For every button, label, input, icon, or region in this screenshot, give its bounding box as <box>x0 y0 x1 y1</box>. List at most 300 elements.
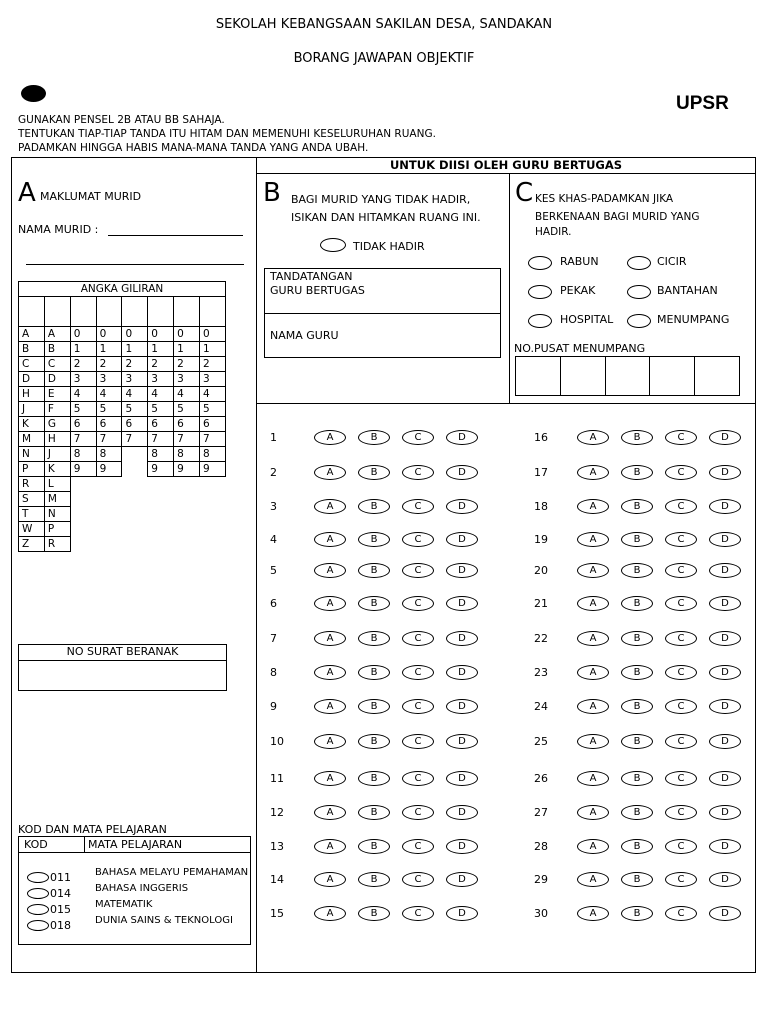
question-row <box>0 872 768 888</box>
answer-bubble-d[interactable]: D <box>446 805 478 820</box>
answer-bubble-b[interactable]: B <box>621 465 653 480</box>
answer-bubble-d[interactable]: D <box>446 563 478 578</box>
grid-cell[interactable]: F <box>44 402 70 417</box>
question-number: 11 <box>270 772 284 785</box>
digit-entry-box[interactable] <box>122 297 148 327</box>
grid-cell[interactable]: 6 <box>70 417 96 432</box>
answer-bubble-c[interactable]: C <box>665 906 697 921</box>
answer-bubble-b[interactable]: B <box>358 430 390 445</box>
question-number: 23 <box>534 666 548 679</box>
grid-cell[interactable]: C <box>19 357 45 372</box>
grid-cell[interactable]: 7 <box>70 432 96 447</box>
grid-cell[interactable]: 8 <box>70 447 96 462</box>
answer-bubble-c[interactable]: C <box>665 596 697 611</box>
bc-divider <box>509 174 510 404</box>
question-row <box>0 805 768 821</box>
exam-label: UPSR <box>676 93 729 114</box>
grid-cell[interactable]: 9 <box>200 462 226 477</box>
grid-cell[interactable]: 3 <box>148 372 174 387</box>
grid-cell[interactable]: 0 <box>122 327 148 342</box>
subject-name: MATEMATIK <box>95 899 153 910</box>
timing-mark <box>21 85 46 102</box>
grid-cell[interactable]: 2 <box>96 357 122 372</box>
answer-bubble-b[interactable]: B <box>621 699 653 714</box>
answer-bubble-c[interactable]: C <box>665 872 697 887</box>
answer-bubble-b[interactable]: B <box>358 631 390 646</box>
grid-cell[interactable]: 6 <box>122 417 148 432</box>
grid-cell[interactable]: 6 <box>148 417 174 432</box>
section-c-text-2: BERKENAAN BAGI MURID YANG <box>535 211 700 223</box>
subject-bubble[interactable] <box>27 888 49 899</box>
answer-bubble-d[interactable]: D <box>446 596 478 611</box>
sign-label-1: TANDATANGAN <box>270 270 353 283</box>
grid-cell[interactable]: 3 <box>174 372 200 387</box>
section-b-text-2: ISIKAN DAN HITAMKAN RUANG INI. <box>291 211 481 224</box>
answer-bubble-a[interactable]: A <box>314 430 346 445</box>
answer-bubble-c[interactable]: C <box>665 532 697 547</box>
answer-bubble-a[interactable]: A <box>314 596 346 611</box>
question-row <box>0 430 768 446</box>
grid-cell[interactable]: 8 <box>174 447 200 462</box>
grid-cell[interactable]: B <box>44 342 70 357</box>
special-case-bubble[interactable] <box>627 314 651 328</box>
answer-bubble-b[interactable]: B <box>621 872 653 887</box>
answer-bubble-b[interactable]: B <box>358 805 390 820</box>
grid-cell[interactable]: 8 <box>96 447 122 462</box>
digit-entry-box[interactable] <box>70 297 96 327</box>
answer-bubble-d[interactable]: D <box>446 465 478 480</box>
grid-cell[interactable]: 1 <box>70 342 96 357</box>
question-number: 29 <box>534 873 548 886</box>
answer-bubble-d[interactable]: D <box>709 532 741 547</box>
question-number: 26 <box>534 772 548 785</box>
question-number: 4 <box>270 533 277 546</box>
question-number: 12 <box>270 806 284 819</box>
answer-bubble-c[interactable]: C <box>402 631 434 646</box>
subject-name: BAHASA MELAYU PEMAHAMAN <box>95 867 249 878</box>
question-number: 22 <box>534 632 548 645</box>
answer-bubble-b[interactable]: B <box>358 596 390 611</box>
grid-cell[interactable]: M <box>44 492 70 507</box>
answer-bubble-c[interactable]: C <box>665 699 697 714</box>
grid-cell[interactable]: 3 <box>70 372 96 387</box>
answer-bubble-b[interactable]: B <box>358 872 390 887</box>
empty-cell <box>122 447 148 462</box>
section-c-text-1: KES KHAS-PADAMKAN JIKA <box>535 193 674 205</box>
answer-bubble-a[interactable]: A <box>577 699 609 714</box>
answer-bubble-a[interactable]: A <box>314 499 346 514</box>
grid-cell[interactable]: 0 <box>148 327 174 342</box>
answer-bubble-d[interactable]: D <box>446 499 478 514</box>
grid-cell[interactable]: 1 <box>122 342 148 357</box>
grid-cell[interactable]: 8 <box>200 447 226 462</box>
grid-cell[interactable]: 0 <box>70 327 96 342</box>
answer-bubble-d[interactable]: D <box>709 734 741 749</box>
grid-cell[interactable]: 5 <box>122 402 148 417</box>
grid-cell[interactable]: 7 <box>122 432 148 447</box>
grid-cell[interactable]: H <box>19 387 45 402</box>
answer-bubble-d[interactable]: D <box>709 563 741 578</box>
answer-bubble-c[interactable]: C <box>402 805 434 820</box>
digit-entry-box[interactable] <box>200 297 226 327</box>
question-row <box>0 699 768 715</box>
answer-bubble-c[interactable]: C <box>402 499 434 514</box>
question-row <box>0 631 768 647</box>
answer-bubble-c[interactable]: C <box>665 499 697 514</box>
grid-cell[interactable]: 5 <box>96 402 122 417</box>
question-number: 10 <box>270 735 284 748</box>
kod-header: KOD <box>24 838 48 851</box>
answer-bubble-a[interactable]: A <box>577 734 609 749</box>
grid-cell[interactable]: D <box>19 372 45 387</box>
question-number: 5 <box>270 564 277 577</box>
digit-entry-box[interactable] <box>148 297 174 327</box>
special-case-bubble[interactable] <box>528 256 552 270</box>
digit-entry-box[interactable] <box>19 297 45 327</box>
grid-cell[interactable]: 0 <box>96 327 122 342</box>
grid-cell[interactable]: 5 <box>200 402 226 417</box>
answer-bubble-d[interactable]: D <box>709 805 741 820</box>
pusat-boxes <box>515 356 740 396</box>
answer-bubble-a[interactable]: A <box>314 563 346 578</box>
student-name-label: NAMA MURID : <box>18 223 99 236</box>
answer-bubble-d[interactable]: D <box>446 430 478 445</box>
grid-cell[interactable]: 4 <box>148 387 174 402</box>
question-number: 28 <box>534 840 548 853</box>
question-row <box>0 734 768 750</box>
answer-bubble-d[interactable]: D <box>709 499 741 514</box>
question-number: 20 <box>534 564 548 577</box>
answer-bubble-b[interactable]: B <box>621 631 653 646</box>
grid-cell[interactable]: 0 <box>200 327 226 342</box>
pusat-digit-box[interactable] <box>650 357 695 395</box>
answer-bubble-c[interactable]: C <box>402 699 434 714</box>
grid-cell[interactable]: Z <box>19 537 45 552</box>
grid-cell[interactable]: 3 <box>200 372 226 387</box>
answer-bubble-d[interactable]: D <box>446 532 478 547</box>
answer-bubble-b[interactable]: B <box>358 665 390 680</box>
grid-cell[interactable]: N <box>19 447 45 462</box>
answer-bubble-d[interactable]: D <box>446 665 478 680</box>
answer-bubble-b[interactable]: B <box>621 499 653 514</box>
special-case-label: PEKAK <box>560 284 596 297</box>
grid-cell[interactable]: L <box>44 477 70 492</box>
digit-entry-box[interactable] <box>44 297 70 327</box>
grid-cell[interactable]: 0 <box>174 327 200 342</box>
answer-bubble-d[interactable]: D <box>709 771 741 786</box>
grid-cell[interactable]: 6 <box>174 417 200 432</box>
answer-bubble-d[interactable]: D <box>709 665 741 680</box>
answer-bubble-a[interactable]: A <box>577 665 609 680</box>
answer-bubble-d[interactable]: D <box>446 872 478 887</box>
answer-bubble-b[interactable]: B <box>621 563 653 578</box>
grid-cell[interactable]: J <box>19 402 45 417</box>
grid-cell[interactable]: 7 <box>200 432 226 447</box>
answer-bubble-c[interactable]: C <box>402 734 434 749</box>
instructions <box>18 113 436 155</box>
answer-bubble-c[interactable]: C <box>665 805 697 820</box>
grid-cell[interactable]: E <box>44 387 70 402</box>
answer-bubble-d[interactable]: D <box>709 872 741 887</box>
question-number: 16 <box>534 431 548 444</box>
answer-bubble-a[interactable]: A <box>314 465 346 480</box>
answer-bubble-b[interactable]: B <box>358 532 390 547</box>
absent-label: TIDAK HADIR <box>353 240 425 253</box>
answer-bubble-a[interactable]: A <box>577 805 609 820</box>
answer-bubble-a[interactable]: A <box>577 839 609 854</box>
grid-cell[interactable]: 7 <box>148 432 174 447</box>
grid-cell[interactable]: 5 <box>70 402 96 417</box>
grid-cell[interactable]: 2 <box>70 357 96 372</box>
question-number: 30 <box>534 907 548 920</box>
grid-cell[interactable]: 8 <box>148 447 174 462</box>
grid-cell[interactable]: 3 <box>122 372 148 387</box>
grid-cell[interactable]: 2 <box>122 357 148 372</box>
grid-cell[interactable]: 1 <box>174 342 200 357</box>
subject-code: 011 <box>50 871 71 884</box>
answer-bubble-a[interactable]: A <box>577 906 609 921</box>
answer-bubble-d[interactable]: D <box>446 631 478 646</box>
grid-cell[interactable]: 5 <box>174 402 200 417</box>
special-case-bubble[interactable] <box>528 285 552 299</box>
answer-bubble-d[interactable]: D <box>709 631 741 646</box>
answer-bubble-a[interactable]: A <box>577 499 609 514</box>
grid-cell[interactable]: R <box>44 537 70 552</box>
answer-bubble-c[interactable]: C <box>665 665 697 680</box>
question-number: 7 <box>270 632 277 645</box>
question-number: 9 <box>270 700 277 713</box>
sign-label-2: GURU BERTUGAS <box>270 284 365 297</box>
answer-bubble-c[interactable]: C <box>402 872 434 887</box>
grid-cell[interactable]: K <box>19 417 45 432</box>
special-case-bubble[interactable] <box>627 285 651 299</box>
grid-cell[interactable]: 9 <box>70 462 96 477</box>
grid-cell[interactable]: 2 <box>200 357 226 372</box>
grid-cell[interactable]: 2 <box>148 357 174 372</box>
grid-cell[interactable]: 9 <box>148 462 174 477</box>
answer-bubble-b[interactable]: B <box>358 734 390 749</box>
question-row <box>0 465 768 481</box>
pusat-digit-box[interactable] <box>516 357 561 395</box>
answer-bubble-c[interactable]: C <box>665 465 697 480</box>
grid-cell[interactable]: 4 <box>122 387 148 402</box>
teacher-section-header: UNTUK DIISI OLEH GURU BERTUGAS <box>256 157 756 174</box>
section-b-letter: B <box>263 178 281 208</box>
special-case-bubble[interactable] <box>528 314 552 328</box>
grid-cell[interactable]: 2 <box>174 357 200 372</box>
answer-bubble-d[interactable]: D <box>446 771 478 786</box>
answer-bubble-c[interactable]: C <box>665 430 697 445</box>
answer-bubble-c[interactable]: C <box>665 771 697 786</box>
grid-cell[interactable]: N <box>44 507 70 522</box>
special-case-bubble[interactable] <box>627 256 651 270</box>
answer-bubble-a[interactable]: A <box>314 631 346 646</box>
answer-bubble-d[interactable]: D <box>446 734 478 749</box>
answer-bubble-c[interactable]: C <box>402 532 434 547</box>
question-row <box>0 532 768 548</box>
grid-cell[interactable]: C <box>44 357 70 372</box>
answer-bubble-d[interactable]: D <box>709 596 741 611</box>
answer-bubble-b[interactable]: B <box>621 665 653 680</box>
form-title: BORANG JAWAPAN OBJEKTIF <box>293 51 475 66</box>
question-number: 15 <box>270 907 284 920</box>
teacher-sign-box <box>264 268 501 358</box>
grid-cell[interactable]: 4 <box>70 387 96 402</box>
grid-cell[interactable]: 4 <box>200 387 226 402</box>
answer-bubble-b[interactable]: B <box>621 734 653 749</box>
question-number: 14 <box>270 873 284 886</box>
grid-cell[interactable]: 1 <box>148 342 174 357</box>
grid-cell[interactable]: A <box>19 327 45 342</box>
answer-bubble-d[interactable]: D <box>709 699 741 714</box>
pusat-digit-box[interactable] <box>561 357 606 395</box>
answer-bubble-b[interactable]: B <box>621 532 653 547</box>
answer-bubble-b[interactable]: B <box>358 465 390 480</box>
question-row <box>0 596 768 612</box>
answer-bubble-c[interactable]: C <box>402 465 434 480</box>
answer-bubble-b[interactable]: B <box>358 499 390 514</box>
section-a-title: MAKLUMAT MURID <box>40 190 142 203</box>
grid-cell[interactable]: 5 <box>148 402 174 417</box>
answer-bubble-b[interactable]: B <box>621 906 653 921</box>
digit-entry-box[interactable] <box>96 297 122 327</box>
answer-bubble-a[interactable]: A <box>314 805 346 820</box>
answer-bubble-a[interactable]: A <box>577 563 609 578</box>
question-number: 24 <box>534 700 548 713</box>
answer-bubble-d[interactable]: D <box>709 906 741 921</box>
grid-cell[interactable]: 6 <box>200 417 226 432</box>
grid-cell[interactable]: K <box>44 462 70 477</box>
answer-bubble-b[interactable]: B <box>358 771 390 786</box>
answer-bubble-a[interactable]: A <box>314 839 346 854</box>
subject-code: 018 <box>50 919 71 932</box>
answer-bubble-a[interactable]: A <box>577 631 609 646</box>
grid-cell[interactable]: T <box>19 507 45 522</box>
answer-bubble-b[interactable]: B <box>358 906 390 921</box>
answer-bubble-b[interactable]: B <box>621 430 653 445</box>
pusat-digit-box[interactable] <box>606 357 651 395</box>
answer-bubble-a[interactable]: A <box>314 699 346 714</box>
question-row <box>0 665 768 681</box>
answer-bubble-a[interactable]: A <box>577 872 609 887</box>
question-number: 21 <box>534 597 548 610</box>
answer-bubble-d[interactable]: D <box>446 906 478 921</box>
answer-bubble-c[interactable]: C <box>402 430 434 445</box>
answer-bubble-a[interactable]: A <box>314 771 346 786</box>
answer-bubble-c[interactable]: C <box>402 665 434 680</box>
answer-bubble-a[interactable]: A <box>314 532 346 547</box>
answer-bubble-b[interactable]: B <box>358 563 390 578</box>
answer-bubble-a[interactable]: A <box>314 872 346 887</box>
surat-beranak-label: NO SURAT BERANAK <box>19 645 226 661</box>
answer-bubble-b[interactable]: B <box>621 839 653 854</box>
answer-bubble-a[interactable]: A <box>577 430 609 445</box>
question-row <box>0 771 768 787</box>
answer-bubble-d[interactable]: D <box>709 430 741 445</box>
answer-bubble-c[interactable]: C <box>665 839 697 854</box>
grid-cell[interactable]: M <box>19 432 45 447</box>
grid-cell[interactable]: 9 <box>96 462 122 477</box>
grid-cell[interactable]: G <box>44 417 70 432</box>
answer-bubble-c[interactable]: C <box>402 839 434 854</box>
grid-cell[interactable]: 9 <box>174 462 200 477</box>
answer-bubble-c[interactable]: C <box>665 631 697 646</box>
grid-cell[interactable]: 7 <box>174 432 200 447</box>
grid-cell[interactable]: 6 <box>96 417 122 432</box>
subject-code: 015 <box>50 903 71 916</box>
digit-entry-box[interactable] <box>174 297 200 327</box>
answer-bubble-b[interactable]: B <box>621 771 653 786</box>
grid-cell[interactable]: A <box>44 327 70 342</box>
answer-bubble-a[interactable]: A <box>577 771 609 786</box>
grid-cell[interactable]: D <box>44 372 70 387</box>
question-row <box>0 839 768 855</box>
grid-cell[interactable]: J <box>44 447 70 462</box>
answer-bubble-d[interactable]: D <box>446 699 478 714</box>
answer-bubble-c[interactable]: C <box>665 734 697 749</box>
question-number: 1 <box>270 431 277 444</box>
answer-bubble-c[interactable]: C <box>402 596 434 611</box>
answer-bubble-a[interactable]: A <box>577 465 609 480</box>
answer-bubble-c[interactable]: C <box>402 906 434 921</box>
grid-cell[interactable]: R <box>19 477 45 492</box>
grid-cell[interactable]: 1 <box>96 342 122 357</box>
answer-bubble-a[interactable]: A <box>314 665 346 680</box>
answer-bubble-b[interactable]: B <box>621 805 653 820</box>
answer-bubble-d[interactable]: D <box>709 839 741 854</box>
answer-bubble-c[interactable]: C <box>665 563 697 578</box>
section-b-text-1: BAGI MURID YANG TIDAK HADIR, <box>291 193 471 206</box>
section-c-text-3: HADIR. <box>535 226 572 238</box>
section-a-letter: A <box>18 178 36 208</box>
grid-cell[interactable]: S <box>19 492 45 507</box>
question-number: 2 <box>270 466 277 479</box>
answer-bubble-d[interactable]: D <box>709 465 741 480</box>
grid-cell[interactable]: 7 <box>96 432 122 447</box>
instruction-line: PADAMKAN HINGGA HABIS MANA-MANA TANDA YANG ANDA UBAH. <box>18 142 369 154</box>
answer-bubble-c[interactable]: C <box>402 563 434 578</box>
grid-cell[interactable]: 4 <box>96 387 122 402</box>
answer-bubble-d[interactable]: D <box>446 839 478 854</box>
question-number: 6 <box>270 597 277 610</box>
question-number: 17 <box>534 466 548 479</box>
answer-bubble-b[interactable]: B <box>358 699 390 714</box>
grid-cell[interactable]: H <box>44 432 70 447</box>
answer-bubble-a[interactable]: A <box>577 596 609 611</box>
grid-cell[interactable]: 3 <box>96 372 122 387</box>
answer-bubble-b[interactable]: B <box>621 596 653 611</box>
question-number: 13 <box>270 840 284 853</box>
absent-bubble[interactable] <box>320 238 346 252</box>
student-name-field[interactable] <box>108 235 243 236</box>
question-number: 18 <box>534 500 548 513</box>
grid-cell[interactable]: P <box>19 462 45 477</box>
answer-bubble-a[interactable]: A <box>314 734 346 749</box>
grid-cell[interactable]: B <box>19 342 45 357</box>
grid-cell[interactable]: W <box>19 522 45 537</box>
instruction-line: TENTUKAN TIAP-TIAP TANDA ITU HITAM DAN MEMENUHI KESELURUHAN RUANG. <box>18 128 436 140</box>
pusat-digit-box[interactable] <box>695 357 739 395</box>
answer-bubble-a[interactable]: A <box>577 532 609 547</box>
student-name-field-line2[interactable] <box>26 264 244 265</box>
school-name: SEKOLAH KEBANGSAAN SAKILAN DESA, SANDAKAN <box>215 17 553 32</box>
grid-cell[interactable]: 4 <box>174 387 200 402</box>
grid-cell[interactable]: 1 <box>200 342 226 357</box>
answer-bubble-c[interactable]: C <box>402 771 434 786</box>
answer-bubble-a[interactable]: A <box>314 906 346 921</box>
answer-bubble-b[interactable]: B <box>358 839 390 854</box>
grid-cell[interactable]: P <box>44 522 70 537</box>
